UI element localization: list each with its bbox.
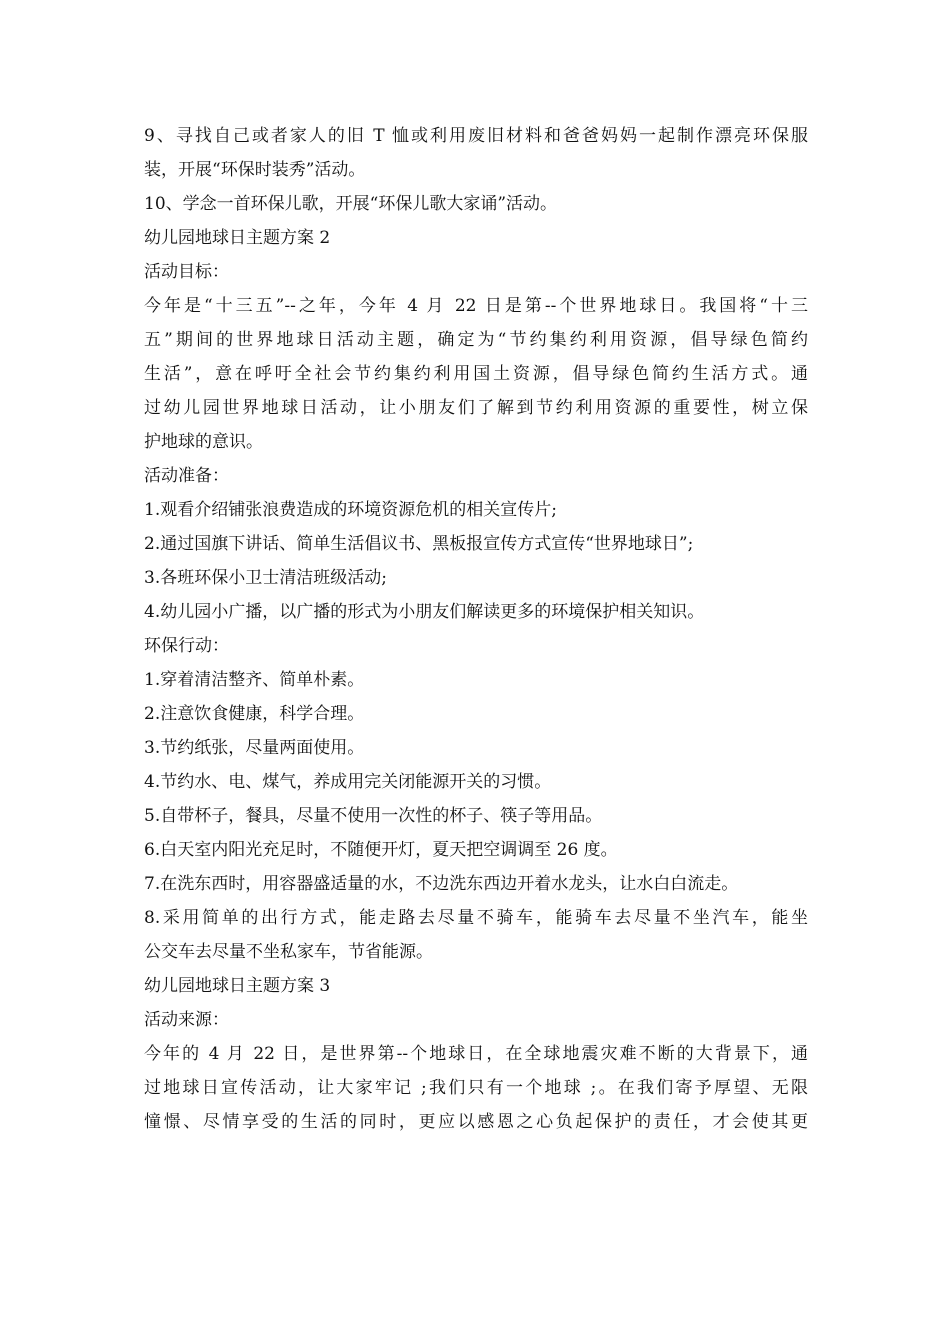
list-item: 3.各班环保小卫士清洁班级活动;: [144, 568, 387, 588]
subheading: 活动准备：: [144, 466, 229, 486]
list-item: 2.通过国旗下讲话、简单生活倡议书、黑板报宣传方式宣传“世界地球日”;: [144, 534, 694, 554]
list-item: 4.幼儿园小广播，以广播的形式为小朋友们解读更多的环境保护相关知识。: [144, 602, 705, 622]
section-heading: 幼儿园地球日主题方案 2: [144, 228, 331, 248]
list-item: 3.节约纸张，尽量两面使用。: [144, 738, 365, 758]
list-item: 5.自带杯子，餐具，尽量不使用一次性的杯子、筷子等用品。: [144, 806, 603, 826]
list-item: 1.观看介绍铺张浪费造成的环境资源危机的相关宣传片;: [144, 500, 557, 520]
subheading: 活动目标：: [144, 262, 229, 282]
list-item: 7.在洗东西时，用容器盛适量的水，不边洗东西边开着水龙头，让水白白流走。: [144, 874, 739, 894]
list-item: 1.穿着清洁整齐、简单朴素。: [144, 670, 365, 690]
list-item: 2.注意饮食健康，科学合理。: [144, 704, 365, 724]
text-line: 护地球的意识。: [144, 432, 263, 452]
text-line: 今年是“十三五”--之年，今年 4 月 22 日是第--个世界地球日。我国将“十三: [144, 296, 808, 316]
list-item: 8.采用简单的出行方式，能走路去尽量不骑车，能骑车去尽量不坐汽车，能坐: [144, 908, 808, 928]
text-line: 生活”，意在呼吁全社会节约集约利用国土资源，倡导绿色简约生活方式。通: [144, 364, 808, 384]
text-line: 装，开展“环保时装秀”活动。: [144, 160, 366, 180]
text-line: 五”期间的世界地球日活动主题，确定为“节约集约利用资源，倡导绿色简约: [144, 330, 808, 350]
text-line: 过地球日宣传活动，让大家牢记 ;我们只有一个地球 ;。在我们寄予厚望、无限: [144, 1078, 808, 1098]
text-line: 憧憬、尽情享受的生活的同时，更应以感恩之心负起保护的责任，才会使其更: [144, 1112, 808, 1132]
subheading: 环保行动：: [144, 636, 229, 656]
text-line: 10、学念一首环保儿歌，开展“环保儿歌大家诵”活动。: [144, 194, 558, 214]
section-heading: 幼儿园地球日主题方案 3: [144, 976, 331, 996]
document-body: [144, 119, 808, 1139]
list-item: 4.节约水、电、煤气，养成用完关闭能源开关的习惯。: [144, 772, 552, 792]
list-item: 6.白天室内阳光充足时，不随便开灯，夏天把空调调至 26 度。: [144, 840, 618, 860]
subheading: 活动来源：: [144, 1010, 229, 1030]
text-line: 今年的 4 月 22 日，是世界第--个地球日，在全球地震灾难不断的大背景下，通: [144, 1044, 808, 1064]
text-line: 过幼儿园世界地球日活动，让小朋友们了解到节约利用资源的重要性，树立保: [144, 398, 808, 418]
text-line: 9、寻找自己或者家人的旧 T 恤或利用废旧材料和爸爸妈妈一起制作漂亮环保服: [144, 126, 808, 146]
text-line: 公交车去尽量不坐私家车，节省能源。: [144, 942, 433, 962]
